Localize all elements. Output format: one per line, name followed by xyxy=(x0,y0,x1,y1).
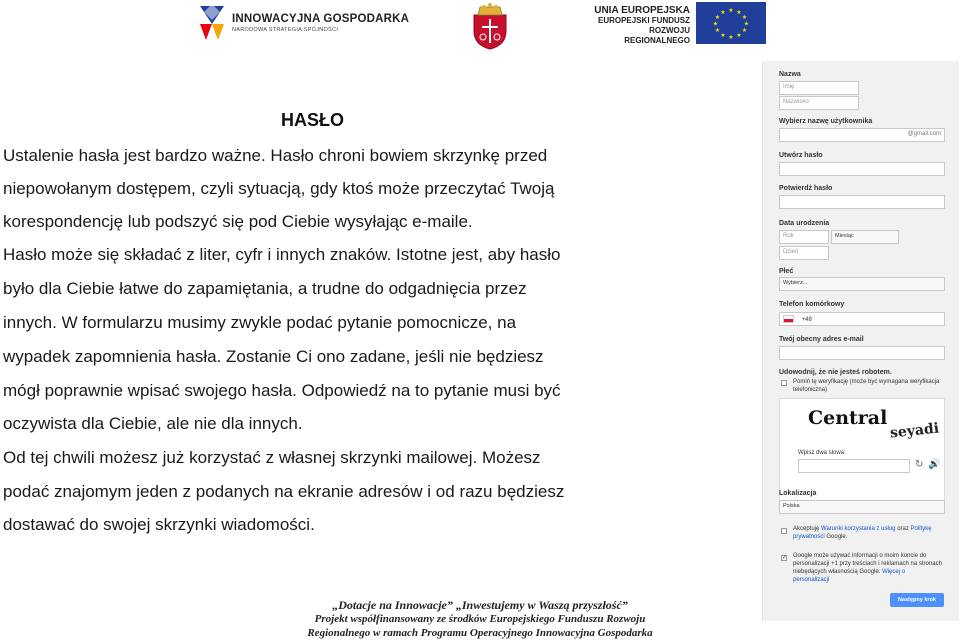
terms-link[interactable]: Warunki korzystania z usług xyxy=(821,526,896,532)
eu-line2: EUROPEJSKI FUNDUSZ xyxy=(597,16,690,25)
page-title: HASŁO xyxy=(281,110,344,130)
birth-day-field[interactable]: Dzień xyxy=(779,246,829,260)
footer-line-3: Regionalnego w ramach Programu Operacyjnego Innowacyjna Gospodarka xyxy=(307,627,653,639)
paragraph-line: podać znajomym jeden z podanych na ekranie adresów i od razu będziesz xyxy=(3,482,565,501)
birth-month-select[interactable]: Miesiąc xyxy=(831,230,899,244)
innowacyjna-gospodarka-logo xyxy=(198,2,410,44)
phone-prefix: +48 xyxy=(801,316,812,323)
username-label: Wybierz nazwę użytkownika xyxy=(779,118,873,125)
coat-of-arms-icon xyxy=(466,1,514,51)
ig-mark-icon xyxy=(198,2,228,44)
eu-line3: ROZWOJU REGIONALNEGO xyxy=(624,26,690,45)
phone-label: Telefon komórkowy xyxy=(779,301,845,308)
signup-form-screenshot xyxy=(762,61,959,621)
svg-text:★: ★ xyxy=(728,34,734,41)
captcha-word-2: seyadi xyxy=(889,420,940,442)
robot-label: Udowodnij, że nie jesteś robotem. xyxy=(779,369,892,376)
svg-text:★: ★ xyxy=(714,14,721,21)
current-email-label: Twój obecny adres e-mail xyxy=(779,336,864,343)
ig-subtitle: NARODOWA STRATEGIA SPÓJNOŚCI xyxy=(232,27,339,33)
phone-field[interactable] xyxy=(779,312,945,326)
confirm-password-field[interactable] xyxy=(779,195,945,209)
name-label: Nazwa xyxy=(779,71,801,78)
skip-verification-text: Pomiń tę weryfikację (może być wymagana weryfikacja telefoniczna) xyxy=(793,379,940,393)
terms-checkbox[interactable] xyxy=(781,528,787,534)
svg-text:★: ★ xyxy=(720,9,726,16)
paragraph-line: Od tej chwili możesz już korzystać z własnej skrzynki mailowej. Możesz xyxy=(3,448,541,467)
svg-text:★: ★ xyxy=(741,14,748,21)
location-select[interactable]: Polska xyxy=(779,500,945,514)
footer-line-2: Projekt współfinansowany ze środków Europejskiego Funduszu Rozwoju xyxy=(314,613,646,625)
skip-verification-checkbox[interactable] xyxy=(781,380,787,386)
captcha-input[interactable] xyxy=(798,459,910,473)
footer-slogan: „Dotacje na Innowacje” „Inwestujemy w Waszą przyszłość” xyxy=(332,598,628,612)
personalization-link[interactable]: Więcej o personalizacji xyxy=(793,569,906,583)
type-words-label: Wpisz dwa słowa: xyxy=(798,450,846,456)
location-label: Lokalizacja xyxy=(779,490,817,497)
terms-text: Akceptuję Warunki korzystania z usług oraz Politykę prywatności Google. xyxy=(793,526,932,540)
birth-year-field[interactable]: Rok xyxy=(779,230,829,244)
paragraph-line: korespondencję lub podszyć się pod Ciebie wysyłając e-maile. xyxy=(3,212,473,231)
paragraph-line: było dla Ciebie łatwe do zapamiętania, a trudne do odgadnięcia przez xyxy=(3,279,527,298)
ig-title: INNOWACYJNA GOSPODARKA xyxy=(232,13,410,25)
svg-text:★: ★ xyxy=(728,7,734,14)
paragraph-line: mógł poprawnie wpisać swojego hasła. Odpowiedź na to pytanie musi być xyxy=(3,381,561,400)
current-email-field[interactable] xyxy=(779,346,945,360)
first-name-field[interactable]: Imię xyxy=(779,81,859,95)
svg-text:★: ★ xyxy=(736,9,742,16)
paragraph-line: niepowołanym dostępem, czyli sytuacją, gdy ktoś może przeczytać Twoją xyxy=(3,179,555,198)
audio-icon[interactable]: 🔊 xyxy=(928,459,941,470)
username-field[interactable]: @gmail.com xyxy=(779,128,945,142)
svg-text:★: ★ xyxy=(720,32,726,39)
birthdate-label: Data urodzenia xyxy=(779,220,830,227)
svg-text:★: ★ xyxy=(712,20,719,28)
paragraph-line: innych. W formularzu musimy zwykle podać pytanie pomocnicze, na xyxy=(3,313,517,332)
eu-logo xyxy=(594,2,770,44)
paragraph-line: Ustalenie hasła jest bardzo ważne. Hasło chroni bowiem skrzynkę przed xyxy=(3,146,548,165)
eu-flag-icon xyxy=(696,2,766,44)
personalization-text: Google może używać informacji o moim koncie do personalizacji +1 przy treściach i reklamach na stronach niebędących własnością Google. Więcej o personalizacji xyxy=(793,553,942,583)
google-plus-checkbox[interactable]: ✓ xyxy=(782,555,788,561)
gender-select[interactable]: Wybierz... xyxy=(779,277,945,291)
next-step-button[interactable]: Następny krok xyxy=(890,593,944,607)
paragraph-line: wypadek zapomnienia hasła. Zostanie Ci ono zadane, jeśli nie będziesz xyxy=(3,347,544,366)
eu-logo-text xyxy=(594,6,690,46)
confirm-password-label: Potwierdź hasło xyxy=(779,185,833,192)
paragraph-line: Hasło może się składać z liter, cyfr i innych znaków. Istotne jest, aby hasło xyxy=(3,245,561,264)
svg-text:★: ★ xyxy=(743,20,750,28)
paragraph-line: oczywista dla Ciebie, ale nie dla innych. xyxy=(3,414,303,433)
eu-line1: UNIA EUROPEJSKA xyxy=(594,5,690,16)
privacy-link[interactable]: Politykę prywatności xyxy=(793,526,932,540)
paragraph-line: dostawać do swojej skrzynki wiadomości. xyxy=(3,515,315,534)
gender-label: Płeć xyxy=(779,268,794,275)
password-label: Utwórz hasło xyxy=(779,152,823,159)
captcha-word-1: Central xyxy=(808,407,888,429)
svg-text:★: ★ xyxy=(741,27,748,34)
refresh-icon[interactable]: ↻ xyxy=(915,459,924,470)
password-field[interactable] xyxy=(779,162,945,176)
svg-text:★: ★ xyxy=(714,27,721,34)
svg-text:★: ★ xyxy=(736,32,742,39)
poland-flag-icon xyxy=(783,315,794,323)
last-name-field[interactable]: Nazwisko xyxy=(779,96,859,110)
